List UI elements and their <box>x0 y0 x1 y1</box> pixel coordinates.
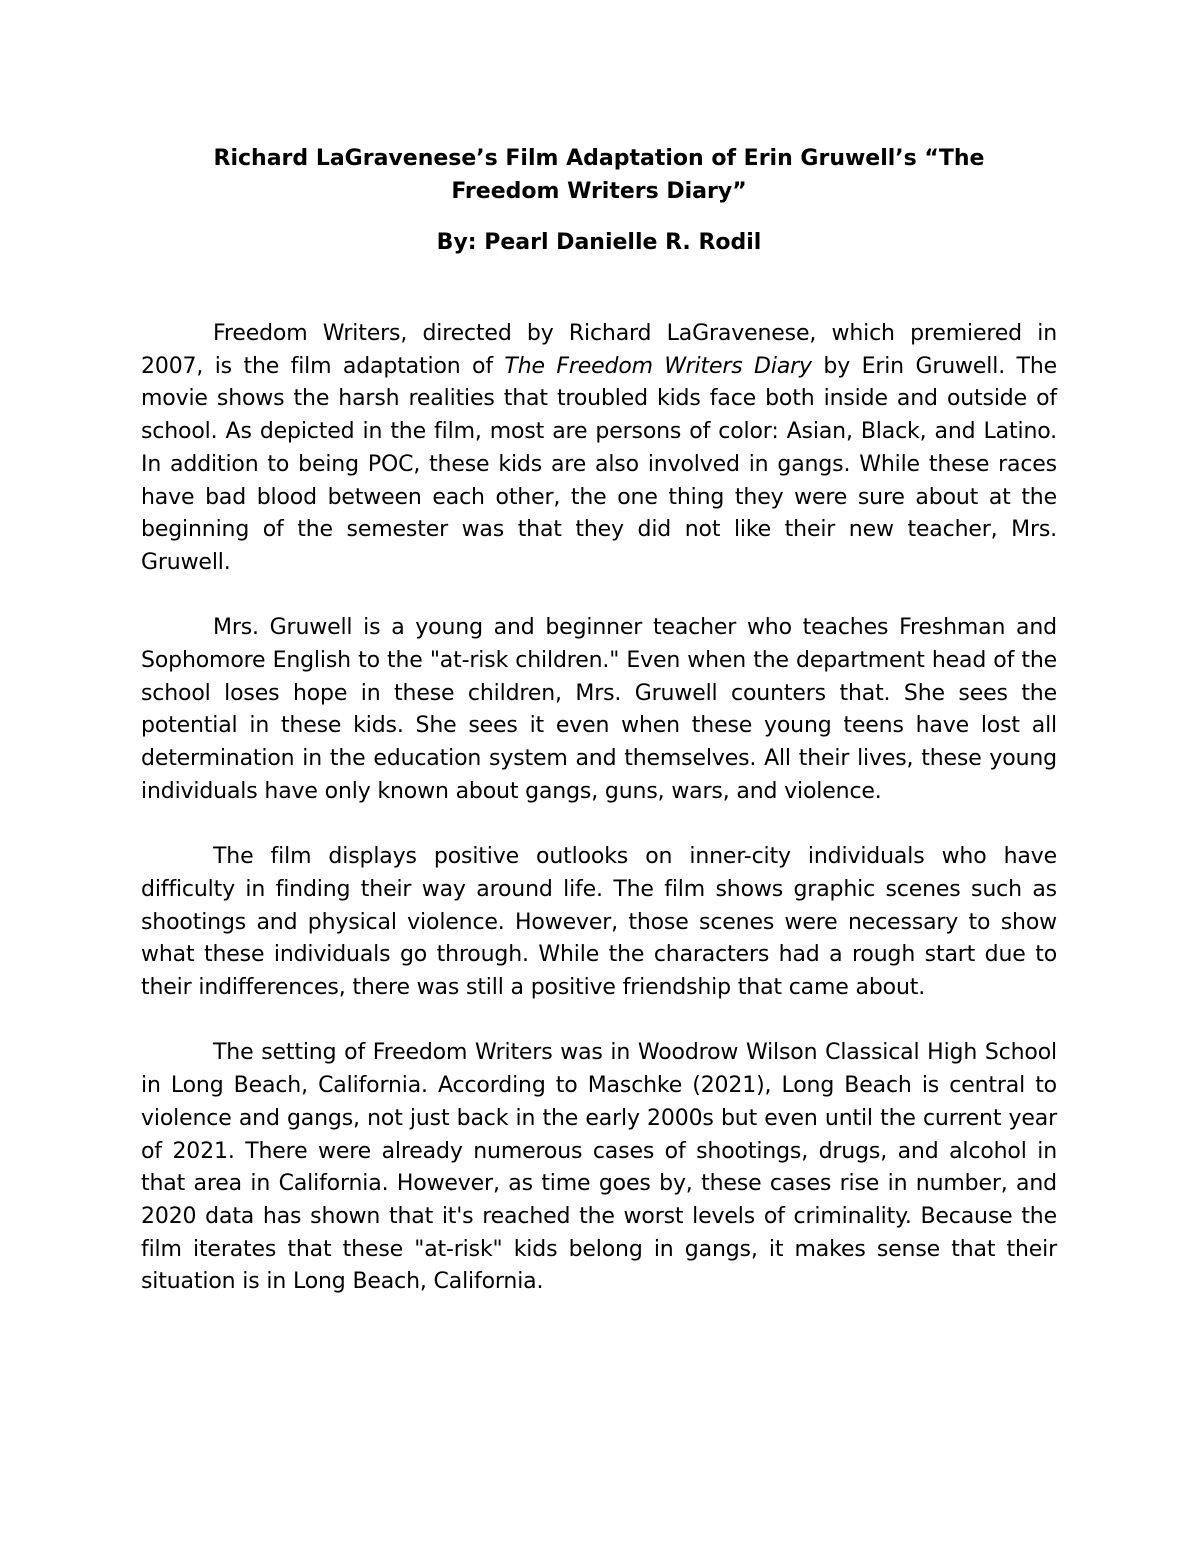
document-page <box>141 138 1057 1299</box>
document-title: Richard LaGravenese’s Film Adaptation of Erin Gruwell’s “The Freedom Writers Diary” <box>213 146 985 204</box>
document-body <box>141 318 1057 1299</box>
paragraph-4: The setting of Freedom Writers was in Woodrow Wilson Classical High School in Long Beach, California. According to Maschke (2021), Long Beach is central to violence and gangs, not just back in the early 2000s but even until the current year of 2021. There were already numerous cases of shootings, drugs, and alcohol in that area in California. However, as time goes by, these cases rise in number, and 2020 data has shown that it's reached the worst levels of criminality. Because the film iterates that these "at-risk" kids belong in gangs, it makes sense that their situation is in Long Beach, California. <box>141 1040 1057 1295</box>
paragraph-1-text-start: Freedom Writers, directed by Richard LaGravenese, which premiered in 2007, is the film adaptation of <box>141 321 1057 379</box>
paragraph-2: Mrs. Gruwell is a young and beginner teacher who teaches Freshman and Sophomore English to the "at-risk children." Even when the department head of the school loses hope in these children, Mrs. Gruwell counters that. She sees the potential in these kids. She sees it even when these young teens have lost all determination in the education system and themselves. All their lives, these young individuals have only known about gangs, guns, wars, and violence. <box>141 615 1057 804</box>
paragraph-3: The film displays positive outlooks on inner-city individuals who have difficulty in finding their way around life. The film shows graphic scenes such as shootings and physical violence. However, those scenes were necessary to show what these individuals go through. While the characters had a rough start due to their indifferences, there was still a positive friendship that came about. <box>141 844 1057 1001</box>
paragraph-1 <box>141 318 1057 580</box>
author-byline: By: Pearl Danielle R. Rodil <box>436 230 762 255</box>
book-title: The Freedom Writers Diary <box>504 353 812 379</box>
paragraph-1-text-end: by Erin Gruwell. The movie shows the harsh realities that troubled kids face both inside and outside of school. As depicted in the film, most are persons of color: Asian, Black, and Latino. In addition to being POC, these kids are also involved in gangs. While these races have bad blood between each other, the one thing they were sure about at the beginning of the semester was that they did not like their new teacher, Mrs. Gruwell. <box>141 353 1057 575</box>
